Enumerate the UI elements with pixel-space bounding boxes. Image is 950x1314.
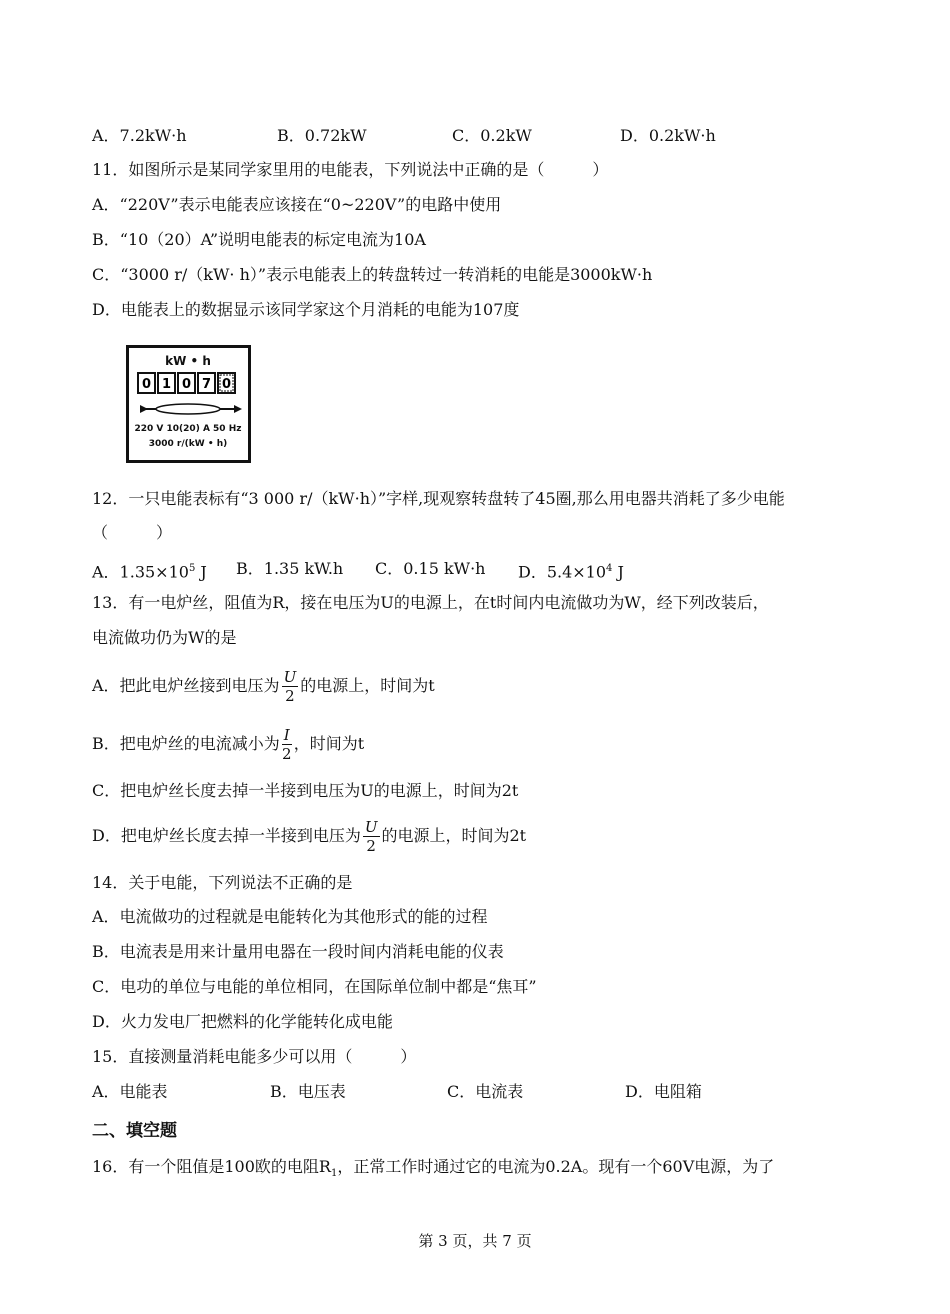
q11-option-d: D．电能表上的数据显示该同学家这个月消耗的电能为107度 <box>92 300 520 319</box>
q11-option-a: A．“220V”表示电能表应该接在“0~220V”的电路中使用 <box>92 195 502 214</box>
electric-meter-figure <box>126 345 251 463</box>
meter-unit: kW • h <box>165 354 211 368</box>
q10-options <box>92 125 852 147</box>
q10-option-b: B．0.72kW <box>277 126 367 145</box>
q14-option-d: D．火力发电厂把燃料的化学能转化成电能 <box>92 1012 393 1031</box>
fraction-u-over-2: $\frac{U}{2}$ <box>283 668 297 705</box>
section-heading: 二、填空题 <box>92 1121 177 1141</box>
q14-option-c: C．电功的单位与电能的单位相同，在国际单位制中都是“焦耳” <box>92 977 537 996</box>
page-footer: 第 3 页，共 7 页 <box>418 1232 532 1250</box>
q10-option-d: D．0.2kW·h <box>620 126 716 145</box>
q13-stem-line2: 电流做功仍为W的是 <box>92 628 237 647</box>
q11-option-b: B．“10（20）A”说明电能表的标定电流为10A <box>92 230 426 249</box>
q15-stem: 15．直接测量消耗电能多少可以用（ ） <box>92 1047 417 1066</box>
q15-option-b: B．电压表 <box>270 1082 346 1101</box>
q10-option-c: C．0.2kW <box>452 126 532 145</box>
q12-stem-bracket: （ ） <box>92 523 173 542</box>
q13-option-a: A．把此电炉丝接到电压为 $\frac{U}{2}$ 的电源上，时间为t <box>92 668 435 705</box>
q14-option-b: B．电流表是用来计量用电器在一段时间内消耗电能的仪表 <box>92 942 504 961</box>
meter-spec-line: 220 V 10(20) A 50 Hz <box>134 424 242 434</box>
q15-option-a: A．电能表 <box>92 1082 168 1101</box>
q15-option-d: D．电阻箱 <box>625 1082 702 1101</box>
meter-digit: 0 <box>141 377 152 392</box>
q13-option-c: C．把电炉丝长度去掉一半接到电压为U的电源上，时间为2t <box>92 781 519 800</box>
q12-options <box>92 558 852 580</box>
q13-option-b: B．把电炉丝的电流减小为 $\frac{I}{2}$ ，时间为t <box>92 726 365 763</box>
meter-digit: 0 <box>221 377 232 392</box>
meter-digit: 0 <box>181 377 192 392</box>
fraction-i-over-2: $\frac{I}{2}$ <box>281 726 292 763</box>
q12-option-d: D．$5.4\times 10^4$ J <box>518 562 624 582</box>
meter-digits <box>138 373 235 393</box>
q12-option-c: C．0.15 kW·h <box>375 559 486 578</box>
q11-option-c: C．“3000 r/（kW· h）”表示电能表上的转盘转过一转消耗的电能是3000kW·h <box>92 265 653 284</box>
q13-option-d: D．把电炉丝长度去掉一半接到电压为 $\frac{U}{2}$ 的电源上，时间为2t <box>92 818 527 855</box>
q12-option-b: B．1.35 kW.h <box>236 559 344 578</box>
fraction-u-over-2: $\frac{U}{2}$ <box>364 818 378 855</box>
q11-stem: 11．如图所示是某同学家里用的电能表，下列说法中正确的是（ ） <box>92 160 609 179</box>
q15-option-c: C．电流表 <box>447 1082 524 1101</box>
q14-option-a: A．电流做功的过程就是电能转化为其他形式的能的过程 <box>92 907 488 926</box>
meter-digit: 1 <box>161 377 172 392</box>
q12-option-a: A．$1.35\times 10^5$ J <box>92 562 207 582</box>
meter-rev-line: 3000 r/(kW • h) <box>148 439 228 449</box>
meter-digit: 7 <box>201 377 212 392</box>
q15-options <box>92 1081 852 1103</box>
q14-stem: 14．关于电能，下列说法不正确的是 <box>92 873 353 892</box>
q10-option-a: A．7.2kW·h <box>92 126 187 145</box>
q13-stem-line1: 13．有一电炉丝，阻值为R，接在电压为U的电源上，在t时间内电流做功为W，经下列改装后， <box>92 593 769 612</box>
q16-stem: 16．有一个阻值是100欧的电阻$R_1$，正常工作时通过它的电流为0.2A。现有一个60V电源，为了 <box>92 1157 775 1180</box>
q12-stem: 12．一只电能表标有“3 000 r/（kW·h）”字样,现观察转盘转了45圈,那么用电器共消耗了多少电能 <box>92 489 785 508</box>
